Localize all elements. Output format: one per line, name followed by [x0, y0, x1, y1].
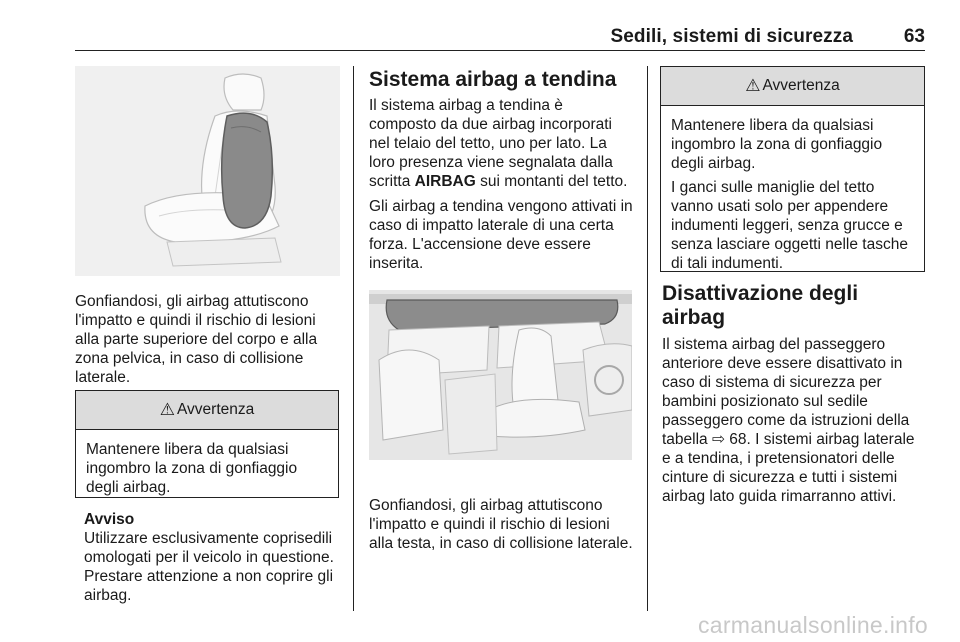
- side-airbag-seat-illustration: [75, 66, 340, 276]
- warning-text-2: I ganci sulle maniglie del tetto vanno usati solo per appendere indumenti leggeri, senza grucce e senza lasciare oggetti nelle tasche di tali indumenti.: [671, 179, 908, 272]
- warning-box-1: [75, 390, 339, 498]
- warning-box-2: [660, 66, 925, 272]
- curtain-airbag-caption: Gonfiandosi, gli airbag attutiscono l'impatto e quindi il rischio di lesioni alla testa, in caso di collisione laterale.: [369, 497, 633, 552]
- watermark: carmanualsonline.info: [697, 612, 928, 638]
- deactivation-para: [662, 335, 925, 506]
- warning-text-1: Mantenere libera da qualsiasi ingombro la zona di gonfiaggio degli airbag.: [671, 117, 883, 172]
- seat-airbag-image: [75, 66, 340, 276]
- deactivation-section: [662, 282, 925, 506]
- warning-body: [661, 106, 924, 281]
- section-title: Sedili, sistemi di sicurezza: [610, 26, 853, 47]
- column-divider-2: [647, 66, 648, 611]
- car-interior-image: [369, 290, 632, 460]
- curtain-airbag-section: [369, 68, 634, 273]
- col1-caption: [75, 292, 340, 387]
- col2-caption: [369, 496, 634, 553]
- warning-title: Avvertenza: [762, 77, 840, 94]
- warning-header: [76, 391, 338, 430]
- section-heading: Disattivazione degli airbag: [662, 282, 859, 329]
- para1-text-end: sui montanti del tetto.: [475, 173, 628, 190]
- warning-header: [661, 67, 924, 106]
- page-number: 63: [903, 26, 925, 47]
- para-text: Il sistema airbag del passeggero anteriore deve essere disattivato in caso di sistema di sicurezza per bambini posizionato sul sedile passeggero come da istruzioni della tabella: [662, 336, 910, 448]
- section-heading: Sistema airbag a tendina: [369, 68, 617, 91]
- warning-text: Mantenere libera da qualsiasi ingombro la zona di gonfiaggio degli airbag.: [86, 441, 298, 496]
- page-reference-arrow-icon[interactable]: ⇨: [711, 431, 725, 448]
- note-text: Utilizzare esclusivamente coprisedili omologati per il veicolo in questione. Prestare attenzione a non coprire gli airbag.: [84, 530, 334, 604]
- warning-triangle-icon: ⚠: [159, 400, 175, 419]
- seat-airbag-caption: Gonfiandosi, gli airbag attutiscono l'impatto e quindi il rischio di lesioni alla parte superiore del corpo e alla zona pelvica, in caso di collisione laterale.: [75, 293, 318, 386]
- warning-title: Avvertenza: [176, 401, 255, 418]
- page-header: [75, 26, 925, 51]
- para1-text: Il sistema airbag a tendina è composto da due airbag incorporati nel telaio del tetto, uno per lato. La loro presenza viene segnalata dalla scritta: [369, 97, 613, 190]
- curtain-airbag-illustration: [369, 290, 632, 460]
- warning-body: [76, 430, 338, 505]
- curtain-para-1: [369, 96, 634, 191]
- note-block: [84, 510, 340, 605]
- note-title: Avviso: [84, 511, 135, 528]
- airbag-label: AIRBAG: [414, 173, 476, 190]
- column-divider-1: [353, 66, 354, 611]
- para-text-end: 68. I sistemi airbag laterale e a tendina, i pretensionatori delle cinture di sicurezza e tutti i sistemi airbag lato guida rimarranno attivi.: [662, 431, 915, 505]
- curtain-para-2: Gli airbag a tendina vengono attivati in caso di impatto laterale di una certa forza. L'accensione deve essere inserita.: [369, 198, 633, 272]
- warning-triangle-icon: ⚠: [745, 76, 761, 95]
